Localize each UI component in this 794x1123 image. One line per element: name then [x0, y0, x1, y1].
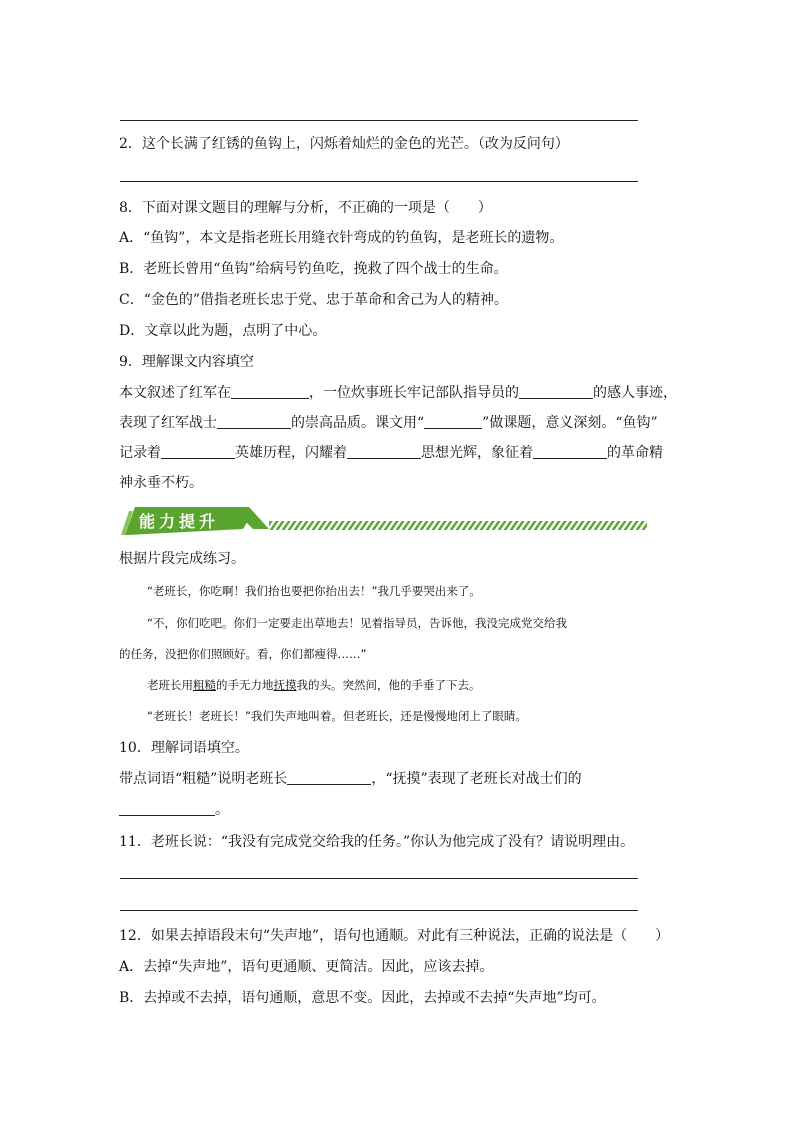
- q9-text: 的崇高品质。课文用“: [291, 415, 425, 431]
- q9-text: 的感人事迹，: [593, 385, 677, 401]
- blank-field[interactable]: [519, 384, 593, 399]
- passage-line: “老班长，你吃啊！我们抬也要把你抬出去！”我几乎要哭出来了。: [147, 584, 481, 598]
- dotted-word-stroke: 抚摸: [273, 678, 297, 692]
- q9-text: 思想光辉，象征着: [421, 445, 533, 461]
- q9-fill-paragraph: [119, 378, 684, 498]
- blank-field[interactable]: [217, 414, 291, 429]
- blank-field[interactable]: [347, 444, 421, 459]
- blank-field[interactable]: [424, 414, 482, 429]
- q12-option-b: B．去掉或不去掉，语句通顺，意思不变。因此，去掉或不去掉“失声地”均可。: [119, 990, 606, 1006]
- q10-text: 。: [215, 802, 229, 818]
- q9-text: 记录着: [119, 445, 161, 461]
- q10-fill-line: [119, 769, 679, 789]
- q9-text: ”做课题，意义深刻。“鱼钩”: [482, 415, 658, 431]
- q9-text: 表现了红军战士: [119, 415, 217, 431]
- q8-stem: 8．下面对课文题目的理解与分析，不正确的一项是（ ）: [119, 200, 492, 216]
- q9-text: ，一位炊事班长牢记部队指导员的: [309, 385, 519, 401]
- passage-line: “不，你们吃吧。你们一定要走出草地去！见着指导员，告诉他，我没完成党交给我: [147, 616, 567, 630]
- answer-line: [120, 910, 638, 911]
- answer-line: [120, 120, 638, 121]
- q12-option-a: A．去掉“失声地”，语句更通顺、更简洁。因此，应该去掉。: [119, 959, 494, 975]
- q12-stem: 12．如果去掉语段末句“失声地”，语句也通顺。对此有三种说法，正确的说法是（ ）: [119, 928, 670, 944]
- q8-option-d: D．文章以此为题，点明了中心。: [119, 323, 327, 339]
- passage-text: 我的头。突然间，他的手垂了下去。: [296, 678, 481, 692]
- passage-line: “老班长！老班长！”我们失声地叫着。但老班长，还是慢慢地闭上了眼睛。: [147, 709, 527, 723]
- q10-text: ，“抚摸”表现了老班长对战士们的: [371, 771, 582, 787]
- q8-option-b: B．老班长曾用“鱼钩”给病号钓鱼吃，挽救了四个战士的生命。: [119, 261, 508, 277]
- blank-field[interactable]: [533, 444, 607, 459]
- passage-intro: 根据片段完成练习。: [119, 551, 245, 567]
- q9-text: 神永垂不朽。: [119, 475, 203, 491]
- blank-field[interactable]: [161, 444, 235, 459]
- q8-option-a: A．“鱼钩”，本文是指老班长用缝衣针弯成的钓鱼钩，是老班长的遗物。: [119, 230, 564, 246]
- q11-stem: 11．老班长说：“我没有完成党交给我的任务。”你认为他完成了没有？请说明理由。: [119, 834, 635, 850]
- passage-text: 老班长用: [147, 678, 193, 692]
- dotted-word-rough: 粗糙: [193, 678, 216, 692]
- blank-field[interactable]: [287, 770, 371, 785]
- q8-option-c: C．“金色的”借指老班长忠于党、忠于革命和舍己为人的精神。: [119, 292, 509, 308]
- passage-text: 的手无力地: [216, 678, 274, 692]
- answer-line: [120, 878, 638, 879]
- q10-fill-line-2: [119, 800, 679, 820]
- passage-line: 的任务，没把你们照顾好。看，你们都瘦得……”: [119, 647, 367, 661]
- q10-text: 带点词语“粗糙”说明老班长: [119, 771, 288, 787]
- blank-field[interactable]: [119, 801, 215, 816]
- rewrite-question: 2．这个长满了红锈的鱼钩上，闪烁着灿烂的金色的光芒。（改为反问句）: [119, 136, 569, 152]
- q9-text: 本文叙述了红军在: [119, 385, 231, 401]
- q9-text: 的革命精: [607, 445, 663, 461]
- section-title: 能力提升: [139, 512, 220, 531]
- section-banner: [119, 505, 649, 535]
- blank-field[interactable]: [231, 384, 309, 399]
- passage-line: [147, 676, 481, 694]
- q9-text: 英雄历程，闪耀着: [235, 445, 347, 461]
- q9-stem: 9．理解课文内容填空: [119, 354, 254, 370]
- q10-stem: 10．理解词语填空。: [119, 740, 249, 756]
- answer-line: [120, 181, 638, 182]
